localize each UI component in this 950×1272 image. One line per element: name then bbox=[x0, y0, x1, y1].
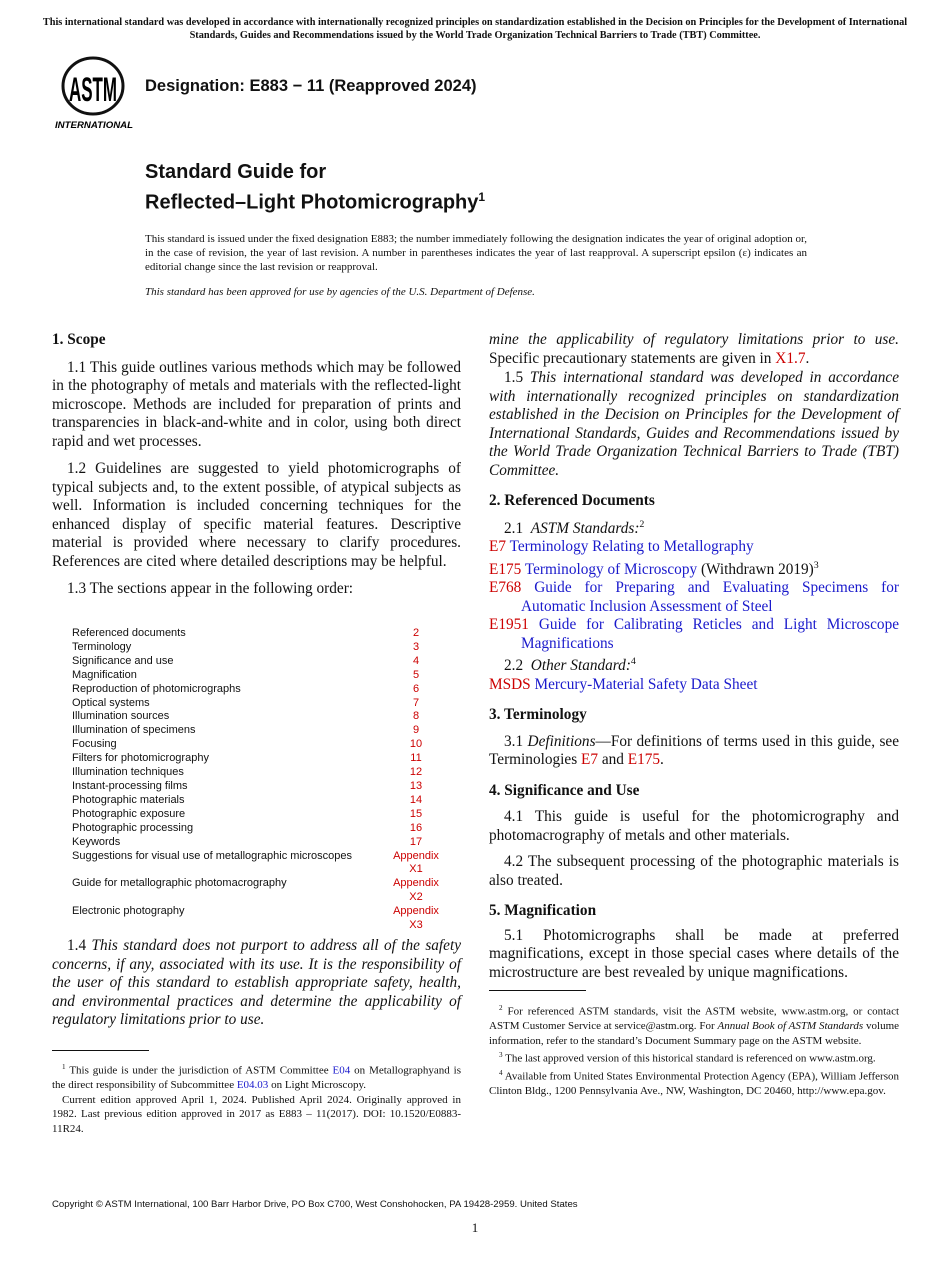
toc-section-link[interactable]: 17 bbox=[409, 835, 423, 848]
ref-item-e1951[interactable] bbox=[489, 616, 899, 653]
toc-label: Photographic processing bbox=[72, 821, 194, 834]
toc-section-link[interactable]: 8 bbox=[412, 710, 420, 723]
toc-label: Photographic exposure bbox=[72, 807, 186, 820]
para-number: 1.4 bbox=[67, 937, 87, 954]
edition-info: Current edition approved April 1, 2024. Published April 2024. Originally approved in 1982. Last previous edition approved in 2017 as E883 – 11(2017). DOI: 10.1520/E0883-11R24. bbox=[52, 1093, 461, 1135]
fn2-book: Annual Book of ASTM Standards bbox=[717, 1020, 864, 1033]
para-1-1: 1.1 This guide outlines various methods which may be followed in the photography of metals and materials with the reflected-light microscope. Methods are included for preparation of prints and transparencies in black-and-white and in color, using both direct rapid and wet processes. bbox=[52, 358, 461, 450]
astm-logo-icon bbox=[53, 56, 135, 132]
para-1-4 bbox=[52, 937, 461, 1030]
ref-code[interactable]: E175 bbox=[489, 560, 522, 578]
toc-label: Illumination techniques bbox=[72, 766, 184, 779]
definitions-label: Definitions bbox=[527, 732, 596, 750]
footnote-3 bbox=[489, 1048, 899, 1066]
svg-text:INTERNATIONAL: INTERNATIONAL bbox=[55, 120, 133, 130]
fn-ref[interactable]: 4 bbox=[630, 656, 636, 668]
toc-section-link[interactable]: 9 bbox=[412, 724, 420, 737]
toc-label: Reproduction of photomicrographs bbox=[72, 682, 241, 695]
title-line-2: Reflected–Light Photomicrography bbox=[145, 191, 479, 214]
para-1-2: 1.2 Guidelines are suggested to yield photomicrographs of typical subjects and, to the extent possible, of atypical subjects as well. Information is included concerning techniques for the enhanced display of specific material features. Descriptive material is provided where necessary to clarify procedures. References are cited where detailed descriptions may be helpful. bbox=[52, 460, 461, 570]
fn3-text: The last approved version of this historical standard is referenced on www.astm.org. bbox=[505, 1052, 876, 1065]
toc-label: Illumination sources bbox=[72, 710, 170, 723]
title-line-1: Standard Guide for bbox=[145, 161, 327, 183]
toc-label: Magnification bbox=[72, 668, 137, 681]
fn-marker: 1 bbox=[62, 1063, 66, 1071]
magnification-heading: 5. Magnification bbox=[489, 902, 597, 920]
toc-label: Electronic photography bbox=[72, 905, 185, 918]
toc-row bbox=[72, 752, 442, 766]
toc-label: Illumination of specimens bbox=[72, 724, 196, 737]
footnote-1 bbox=[52, 1060, 461, 1136]
toc-label: Instant-processing films bbox=[72, 779, 188, 792]
toc-row bbox=[72, 877, 442, 905]
para-number: 2.2 bbox=[504, 657, 524, 675]
para-4-1: 4.1 This guide is useful for the photomicrography and photomacrography of metals and other materials. bbox=[489, 808, 899, 844]
toc-section-link[interactable]: 14 bbox=[409, 793, 423, 806]
ref-title[interactable]: Guide for Calibrating Reticles and Light Microscope Magnifications bbox=[521, 616, 900, 652]
toc-section-link[interactable]: 3 bbox=[412, 640, 420, 653]
ref-title[interactable]: Mercury-Material Safety Data Sheet bbox=[534, 675, 758, 693]
toc-section-link[interactable]: 16 bbox=[409, 821, 423, 834]
page-number: 1 bbox=[471, 1220, 479, 1235]
toc-row bbox=[72, 683, 442, 697]
tbt-notice: This international standard was developed in accordance with internationally recognized principles on standardization established in the Decision on Principles for the Development of International Standards, Guides and Recommendations issued by the World Trade Organization Technical Barriers to Trade (TBT) Committee. bbox=[42, 17, 908, 41]
toc-row bbox=[72, 766, 442, 780]
toc-section-link[interactable]: 13 bbox=[409, 779, 423, 792]
ref-code[interactable]: E768 bbox=[489, 579, 522, 597]
ref-title[interactable]: Terminology of Microscopy bbox=[524, 560, 698, 578]
para-number: 3.1 bbox=[504, 732, 524, 750]
toc-label: Terminology bbox=[72, 640, 132, 653]
toc-row bbox=[72, 850, 442, 878]
fn1-text: on Metallographyand is the direct responsibility of Subcommittee bbox=[52, 1064, 461, 1092]
toc-section-link[interactable]: 7 bbox=[412, 696, 420, 709]
toc-row bbox=[72, 710, 442, 724]
toc-section-link[interactable]: Appendix X1 bbox=[393, 849, 439, 876]
fn2-text: For referenced ASTM standards, visit the ASTM website, www.astm.org, or contact ASTM Customer Service at service@astm.org. For bbox=[489, 1005, 900, 1033]
period: . bbox=[660, 751, 664, 769]
toc-label: Referenced documents bbox=[72, 627, 186, 639]
ref-item-e7[interactable] bbox=[489, 538, 899, 557]
scope-heading: 1. Scope bbox=[52, 331, 106, 348]
toc-section-link[interactable]: 4 bbox=[412, 654, 420, 667]
terminology-heading: 3. Terminology bbox=[489, 706, 587, 724]
astm-logo bbox=[53, 56, 135, 132]
toc-label: Keywords bbox=[72, 835, 121, 848]
fn4-text: Available from United States Environmental Protection Agency (EPA), William Jefferson Clinton Bldg., 1200 Pennsylvania Ave., NW, Washington, DC 20460, http://www.epa.gov. bbox=[489, 1070, 899, 1098]
toc-row bbox=[72, 655, 442, 669]
document-title bbox=[145, 160, 485, 216]
toc-section-link[interactable]: 5 bbox=[412, 668, 420, 681]
abstract: This standard is issued under the fixed designation E883; the number immediately following the designation indicates the year of original adoption or, in the case of revision, the year of last revision. A number in parentheses indicates the year of last reapproval. A superscript epsilon (ε) indicates an editorial change since the last revision or reapproval. bbox=[145, 233, 807, 273]
toc-section-link[interactable]: 12 bbox=[409, 766, 423, 779]
toc-section-link[interactable]: 11 bbox=[410, 752, 422, 765]
toc-section-link[interactable]: 15 bbox=[409, 807, 423, 820]
footnote-rule bbox=[52, 1050, 149, 1051]
committee-e04-link[interactable]: E04 bbox=[332, 1064, 351, 1077]
ref-code[interactable]: E1951 bbox=[489, 616, 529, 634]
toc-label: Significance and use bbox=[72, 654, 174, 667]
sections-table bbox=[72, 627, 442, 933]
fn2-text: volume information, refer to the standard’s Document Summary page on the ASTM website. bbox=[489, 1020, 900, 1047]
toc-row bbox=[72, 697, 442, 711]
para-1-3: 1.3 The sections appear in the following order: bbox=[67, 580, 354, 597]
fn-marker: 3 bbox=[499, 1051, 503, 1060]
fn1-text: This guide is under the jurisdiction of ASTM Committee bbox=[69, 1064, 329, 1077]
e175-link[interactable]: E175 bbox=[627, 751, 661, 769]
footnote-2 bbox=[489, 1001, 899, 1048]
ref-item-e175[interactable] bbox=[489, 557, 899, 580]
fn-ref[interactable]: 3 bbox=[813, 559, 819, 571]
footnote-4 bbox=[489, 1066, 899, 1099]
definitions-text: —For definitions of terms used in this guide, see Terminologies bbox=[489, 732, 899, 769]
toc-row bbox=[72, 905, 442, 933]
svg-text:ASTM: ASTM bbox=[69, 71, 117, 109]
toc-row bbox=[72, 738, 442, 752]
footnote-rule bbox=[489, 990, 586, 991]
toc-row bbox=[72, 780, 442, 794]
scope-section bbox=[52, 331, 461, 599]
ref-item-msds[interactable] bbox=[489, 676, 899, 695]
ref-extra: (Withdrawn 2019) bbox=[697, 560, 814, 578]
designation: Designation: E883 − 11 (Reapproved 2024) bbox=[145, 77, 477, 95]
toc-label: Filters for photomicrography bbox=[72, 752, 209, 765]
toc-section-link[interactable]: 6 bbox=[412, 682, 420, 695]
toc-section-link[interactable]: Appendix X3 bbox=[393, 905, 439, 932]
dod-approval: This standard has been approved for use by agencies of the U.S. Department of Defense. bbox=[145, 286, 535, 298]
ref-title[interactable]: Guide for Preparing and Evaluating Specimens for Automatic Inclusion Assessment of Steel bbox=[521, 579, 899, 615]
ref-title[interactable]: Terminology Relating to Metallography bbox=[509, 538, 754, 556]
toc-row bbox=[72, 627, 442, 641]
para-number: 1.5 bbox=[504, 369, 524, 386]
toc-label: Focusing bbox=[72, 738, 117, 751]
fn-marker: 2 bbox=[499, 1004, 503, 1012]
significance-heading: 4. Significance and Use bbox=[489, 781, 640, 799]
toc-section-link[interactable]: Appendix X2 bbox=[393, 877, 439, 904]
toc-label: Suggestions for visual use of metallographic microscopes bbox=[72, 849, 353, 862]
refdocs-heading: 2. Referenced Documents bbox=[489, 492, 655, 509]
fn-ref[interactable]: 2 bbox=[639, 518, 645, 530]
toc-row bbox=[72, 808, 442, 822]
subcommittee-e0403-link[interactable]: E04.03 bbox=[236, 1079, 269, 1092]
x1-7-link[interactable]: X1.7 bbox=[775, 349, 806, 367]
copyright: Copyright © ASTM International, 100 Barr Harbor Drive, PO Box C700, West Conshohocken, PA 19428-2959. United States bbox=[52, 1199, 578, 1210]
ref-code[interactable]: E7 bbox=[489, 538, 506, 556]
toc-section-link[interactable]: 2 bbox=[412, 627, 420, 639]
para-1-4-continued: mine the applicability of regulatory limitations prior to use. bbox=[489, 331, 899, 348]
toc-label: Optical systems bbox=[72, 696, 150, 709]
fn-marker: 4 bbox=[499, 1069, 503, 1078]
toc-row bbox=[72, 836, 442, 850]
toc-row bbox=[72, 641, 442, 655]
fn1-text: on Light Microscopy. bbox=[271, 1079, 366, 1092]
ref-item-e768[interactable] bbox=[489, 579, 899, 616]
right-column: mine the applicability of regulatory limitations prior to use. Specific precautionary statements are given in X1.7. 1.5 This international standard was developed in accordance with internationally recognized principles on standardization established in the Decision on Principles for the Development of International Standards, Guides and Recommendations issued by the World Trade Organization Technical Barriers to Trade (TBT) Committee. 2. Referenced Documents 2.1 ASTM Standards:$^2$ E7 Terminology Relating to Metallography E175 Terminology of Microscopy (Withdrawn 2019)$^3$ E768 Guide for Preparing and Evaluating Specimens for Automatic Inclusion Assessment of Steel E1951 Guide for Calibrating Reticles and Light Microscope Magnifications 2.2 Other Standard:$^4$ MSDS Mercury-Material Safety Data Sheet 3. Terminology 3.1 Definitions—For definitions of terms used in this guide, see Terminologies E7 and E175. 4. Significance and Use 4.1 This guide is useful for the photomicrography and photomacrography of metals and other materials. 4.2 The subsequent processing of the photographic materials is also treated. 5. Magnification 5.1 Photomicrographs shall be made at preferred magnifications, except in those special cases where details of the microstructure are best revealed by unique magnifications. bbox=[489, 331, 900, 981]
toc-row bbox=[72, 724, 442, 738]
para-1-5: This international standard was developed in accordance with internationally recognized principles on standardization established in the Decision on Principles for the Development of International Standards, Guides and Recommendations issued by the World Trade Organization Technical Barriers to Trade (TBT) Committee. bbox=[489, 369, 899, 479]
title-footnote-ref[interactable]: 1 bbox=[478, 190, 486, 204]
toc-label: Photographic materials bbox=[72, 793, 185, 806]
safety-statement: This standard does not purport to address all of the safety concerns, if any, associated with its use. It is the responsibility of the user of this standard to establish appropriate safety, health, and environmental practices and determine the applicability of regulatory limitations prior to use. bbox=[52, 937, 462, 1028]
para-5-1: 5.1 Photomicrographs shall be made at preferred magnifications, except in those special cases where details of the microstructure are best revealed by unique magnifications. bbox=[489, 926, 899, 981]
toc-row bbox=[72, 822, 442, 836]
para-number: 2.1 bbox=[504, 519, 524, 537]
footnotes-right bbox=[489, 1001, 899, 1099]
toc-row bbox=[72, 669, 442, 683]
precaution-text: Specific precautionary statements are given in bbox=[489, 349, 772, 367]
other-standard-label: Other Standard: bbox=[530, 657, 631, 675]
toc-row bbox=[72, 794, 442, 808]
para-4-2: 4.2 The subsequent processing of the photographic materials is also treated. bbox=[489, 853, 899, 889]
e7-link[interactable]: E7 bbox=[580, 751, 598, 769]
astm-standards-label: ASTM Standards: bbox=[530, 519, 640, 537]
and-text: and bbox=[601, 751, 624, 769]
ref-code[interactable]: MSDS bbox=[489, 675, 531, 693]
toc-label: Guide for metallographic photomacrography bbox=[72, 877, 287, 890]
toc-section-link[interactable]: 10 bbox=[409, 738, 423, 751]
